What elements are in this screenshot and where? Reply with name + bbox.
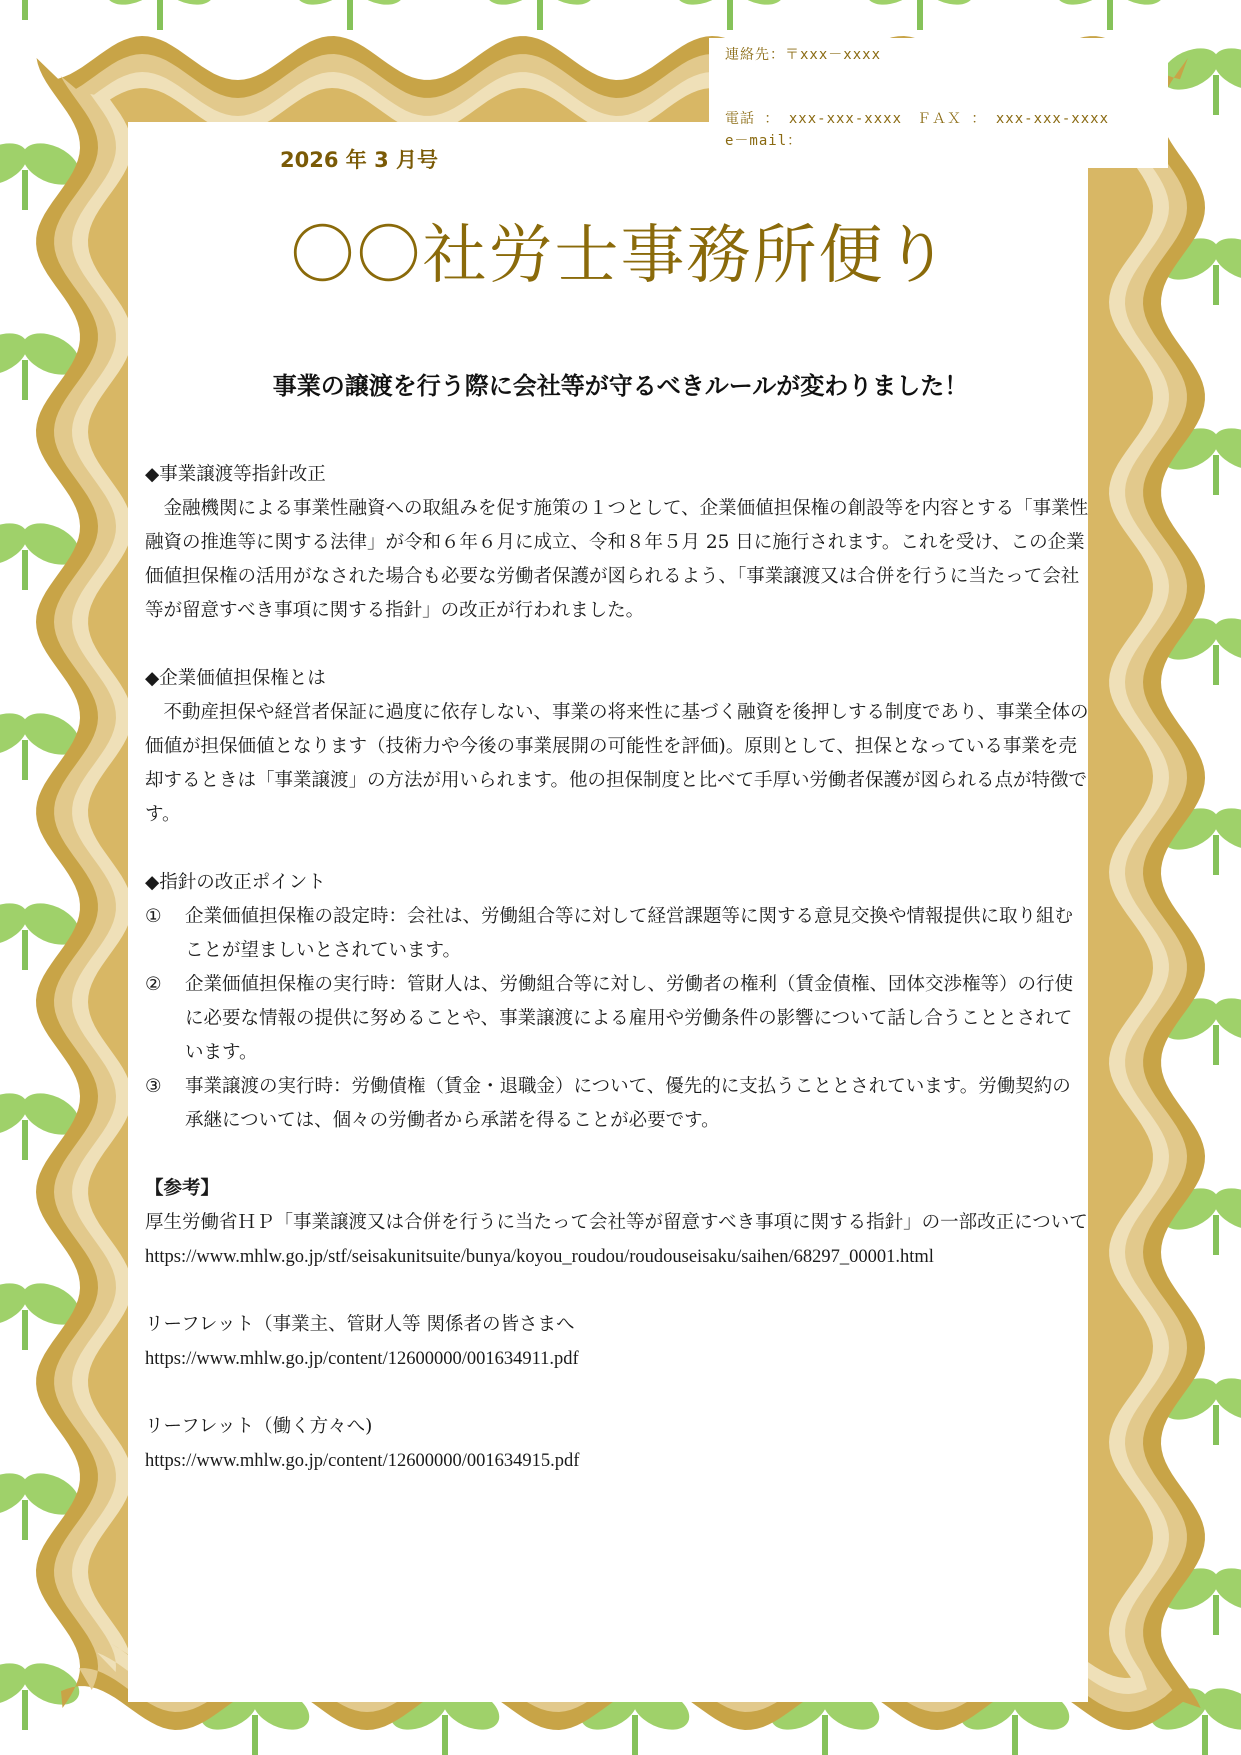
list-item — [145, 1070, 1089, 1138]
reference-label: リーフレット（事業主、管財人等 関係者の皆さまへ — [145, 1314, 575, 1335]
section-paragraph: 金融機関による事業性融資への取組みを促す施策の１つとして、企業価値担保権の創設等を内容とする「事業性融資の推進等に関する法律」が令和６年６月に成立、令和８年５月 25 日に施行されます。これを受け、この企業価値担保権の活用がなされた場合も必要な労働者保護が図られるよう、「事業譲渡又は合併を行うに当たって会社等が留意すべき事項に関する指針」の改正が行われました。 — [145, 498, 1089, 621]
references-heading: 【参考】 — [145, 1178, 220, 1199]
item-text: 企業価値担保権の実行時：管財人は、労働組合等に対し、労働者の権利（賃金債権、団体交渉権等）の行使に必要な情報の提供に努めることや、事業譲渡による雇用や労働条件の影響について話し合うこととされています。 — [185, 974, 1074, 1063]
leaf-sprout — [669, 0, 791, 30]
contact-box — [709, 38, 1168, 168]
section-heading: ◆事業譲渡等指針改正 — [145, 464, 326, 485]
item-text: 企業価値担保権の設定時：会社は、労働組合等に対して経営課題等に関する意見交換や情報提供に取り組むことが望ましいとされています。 — [185, 906, 1074, 961]
list-item — [145, 900, 1089, 968]
reference-label: リーフレット（働く方々へ) — [145, 1416, 373, 1437]
leaf-sprout — [0, 1655, 86, 1730]
newsletter-title: 〇〇社労士事務所便り — [290, 219, 951, 293]
list-item — [145, 968, 1089, 1070]
article-headline: 事業の譲渡を行う際に会社等が守るべきルールが変わりました！ — [272, 372, 969, 400]
reference-link[interactable]: https://www.mhlw.go.jp/content/12600000/001634911.pdf — [145, 1349, 579, 1369]
reference-link[interactable]: https://www.mhlw.go.jp/content/12600000/001634915.pdf — [145, 1451, 580, 1471]
leaf-sprout — [0, 0, 86, 20]
leaf-sprout — [859, 0, 981, 30]
reference-link[interactable]: https://www.mhlw.go.jp/stf/seisakunitsuite/bunya/koyou_roudou/roudouseisaku/saihen/68297_00001.html — [145, 1247, 934, 1267]
leaf-sprout — [99, 0, 221, 30]
contact-address: 連絡先：〒xxx－xxxx — [725, 47, 882, 63]
item-number: ③ — [145, 1076, 162, 1097]
item-number: ② — [145, 974, 162, 995]
reference-label: 厚生労働省ＨＰ「事業譲渡又は合併を行うに当たって会社等が留意すべき事項に関する指針」の一部改正について — [145, 1212, 1088, 1233]
issue-date: 2026 年 3 月号 — [280, 148, 438, 172]
article-body — [145, 458, 1089, 1478]
leaf-sprout — [479, 0, 601, 30]
item-number: ① — [145, 906, 162, 927]
item-text: 事業譲渡の実行時：労働債権（賃金・退職金）について、優先的に支払うこととされています。労働契約の承継については、個々の労働者から承諾を得ることが必要です。 — [185, 1076, 1071, 1131]
points-heading: ◆指針の改正ポイント — [145, 872, 326, 893]
section-heading: ◆企業価値担保権とは — [145, 668, 326, 689]
contact-phone-fax: 電話 ： xxx-xxx-xxxx ＦＡＸ ： xxx-xxx-xxxx — [725, 111, 1110, 127]
section-paragraph: 不動産担保や経営者保証に過度に依存しない、事業の将来性に基づく融資を後押しする制度であり、事業全体の価値が担保価値となります（技術力や今後の事業展開の可能性を評価)。原則として、担保となっている事業を売却するときは「事業譲渡」の方法が用いられます。他の担保制度と比べて手厚い労働者保護が図られる点が特徴です。 — [145, 702, 1089, 825]
contact-email: e－mail： — [725, 133, 803, 149]
leaf-sprout — [1155, 1750, 1241, 1755]
leaf-sprout — [289, 0, 411, 30]
leaf-sprout — [1049, 0, 1171, 30]
